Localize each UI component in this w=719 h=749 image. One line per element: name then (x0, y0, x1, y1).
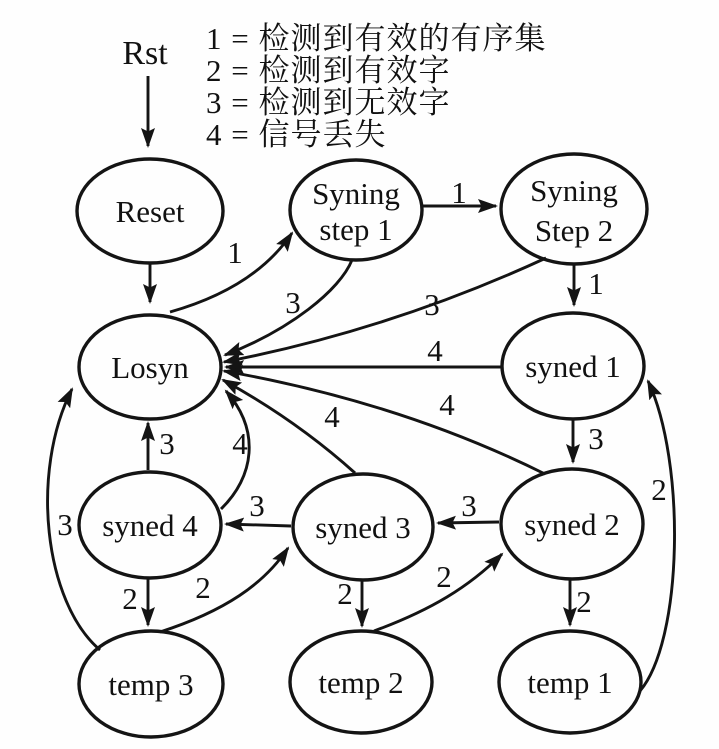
legend-line-2: 2 = 检测到有效字 (206, 53, 451, 88)
edge-label-syned1-syned2: 3 (588, 421, 604, 456)
edge-syned3-to-syned4 (226, 524, 291, 526)
state-syning-step2-label-line2: Step 2 (534, 213, 614, 248)
edge-label-temp3-syned3: 2 (195, 570, 211, 605)
state-temp2-label: temp 2 (318, 665, 404, 700)
edge-label-temp1-syned1: 2 (651, 472, 667, 507)
state-syned4-label: syned 4 (102, 508, 198, 543)
state-syned1-label: syned 1 (525, 349, 621, 384)
edge-temp3-to-syned3 (160, 548, 288, 632)
state-syning-step2-label-line1: Syning (530, 173, 618, 208)
edge-syned2-to-losyn (224, 371, 545, 474)
state-losyn-label: Losyn (111, 350, 189, 385)
legend-line-1: 1 = 检测到有效的有序集 (206, 21, 547, 56)
edge-label-syned4-losyn-curved: 4 (232, 426, 248, 461)
edge-label-temp3-losyn: 3 (57, 507, 73, 542)
edge-label-syned2-losyn: 4 (439, 387, 455, 422)
edge-label-syned2-syned3: 3 (461, 488, 477, 523)
legend-line-3: 3 = 检测到无效字 (206, 85, 451, 120)
edge-label-syning1-syning2: 1 (451, 175, 467, 210)
edge-label-temp2-syned2: 2 (436, 559, 452, 594)
edge-label-syned4-losyn-vertical: 3 (159, 426, 175, 461)
state-syned3-label: syned 3 (315, 510, 411, 545)
edge-label-syned3-syned4: 3 (249, 488, 265, 523)
edge-label-syned3-losyn: 4 (324, 399, 340, 434)
edge-label-syned4-temp3: 2 (122, 581, 138, 616)
edge-temp3-to-losyn (48, 389, 100, 650)
state-syning-step1-label-line1: Syning (312, 176, 400, 211)
state-temp3-label: temp 3 (108, 667, 194, 702)
state-syning-step1-label-line2: step 1 (319, 212, 393, 247)
state-temp1-label: temp 1 (527, 665, 613, 700)
edge-label-syned1-losyn: 4 (427, 333, 443, 368)
edge-label-syning2-syned1: 1 (588, 266, 604, 301)
edge-label-losyn-syning1: 1 (227, 235, 243, 270)
edge-temp1-to-syned1 (640, 381, 675, 691)
edge-label-syned2-temp1: 2 (576, 584, 592, 619)
legend-line-4: 4 = 信号丢失 (206, 117, 387, 152)
edge-label-syning1-losyn: 3 (285, 285, 301, 320)
state-syned2-label: syned 2 (524, 507, 620, 542)
edge-syning2-to-losyn (224, 258, 546, 362)
edge-label-syned3-temp2: 2 (337, 576, 353, 611)
rst-label: Rst (122, 35, 168, 72)
state-reset-label: Reset (115, 194, 185, 229)
edge-label-syning2-losyn: 3 (424, 287, 440, 322)
